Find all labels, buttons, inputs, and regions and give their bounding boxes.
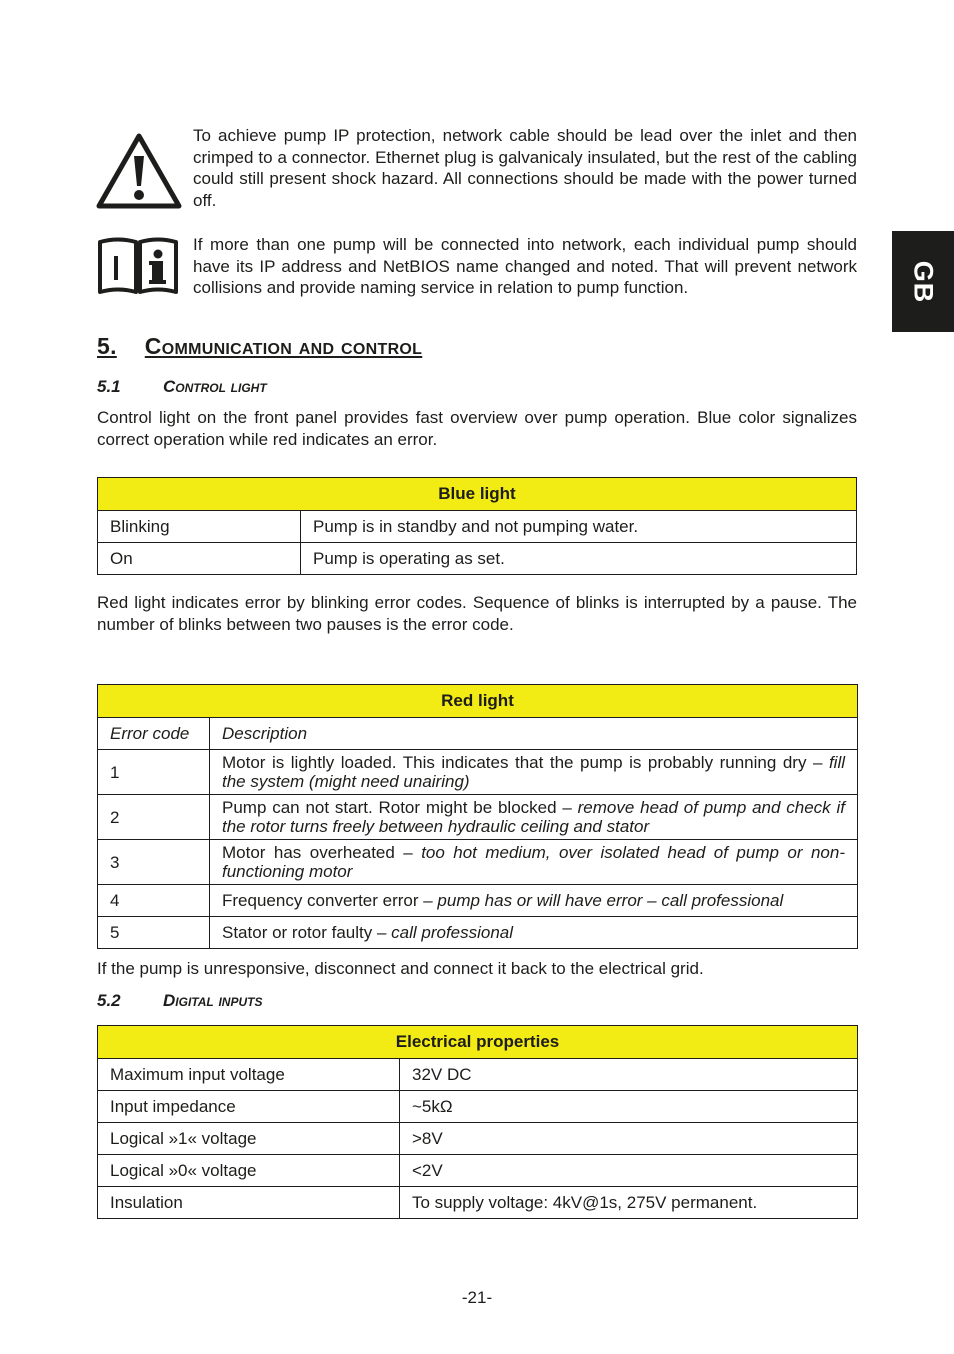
light-description: Pump is in standby and not pumping water. bbox=[301, 511, 857, 543]
warning-triangle-icon bbox=[96, 132, 182, 210]
property-value: <2V bbox=[400, 1155, 858, 1187]
red-light-intro: Red light indicates error by blinking error codes. Sequence of blinks is interrupted by a pause. The number of blinks between two pauses is the error code. bbox=[97, 593, 857, 634]
property-name: Maximum input voltage bbox=[98, 1059, 400, 1091]
property-value: 32V DC bbox=[400, 1059, 858, 1091]
property-name: Logical »0« voltage bbox=[98, 1155, 400, 1187]
electrical-properties-header: Electrical properties bbox=[98, 1026, 858, 1059]
language-tab bbox=[892, 231, 954, 332]
error-hint-text: call professional bbox=[391, 923, 514, 942]
property-value: To supply voltage: 4kV@1s, 275V permanent. bbox=[400, 1187, 858, 1219]
error-description bbox=[210, 840, 858, 885]
control-light-intro: Control light on the front panel provides fast overview over pump operation. Blue color signalizes correct operation while red indicates an error. bbox=[97, 408, 857, 449]
electrical-properties-table bbox=[97, 1025, 858, 1219]
blue-light-table bbox=[97, 477, 857, 575]
error-main-text: Frequency converter error – bbox=[222, 891, 438, 910]
info-book-icon bbox=[96, 236, 180, 296]
table-row bbox=[98, 840, 858, 885]
error-hint-text: fill the system (might need unairing) bbox=[222, 753, 845, 791]
table-row bbox=[98, 885, 858, 917]
error-code: 1 bbox=[98, 750, 210, 795]
property-value: >8V bbox=[400, 1123, 858, 1155]
subsection-title: Control light bbox=[163, 377, 267, 396]
warning-note-text: To achieve pump IP protection, network cable should be lead over the inlet and then crimped to a connector. Ethernet plug is galvanicaly insulated, but the rest of the cabling could still present shock hazard. All connections should be made with the power turned off. bbox=[193, 126, 857, 210]
table-row bbox=[98, 1059, 858, 1091]
error-code: 4 bbox=[98, 885, 210, 917]
light-state: On bbox=[98, 543, 301, 575]
red-light-table bbox=[97, 684, 858, 949]
table-header-row bbox=[98, 718, 858, 750]
error-code: 3 bbox=[98, 840, 210, 885]
section-title: Communication and control bbox=[144, 333, 423, 359]
red-light-header: Red light bbox=[98, 685, 858, 718]
property-value: ~5kΩ bbox=[400, 1091, 858, 1123]
table-row bbox=[98, 1091, 858, 1123]
section-number: 5. bbox=[97, 333, 117, 359]
error-description bbox=[210, 917, 858, 949]
table-row bbox=[98, 1123, 858, 1155]
section-heading bbox=[97, 333, 422, 360]
error-description bbox=[210, 885, 858, 917]
error-description bbox=[210, 750, 858, 795]
error-main-text: Motor is lightly loaded. This indicates that the pump is probably running dry – bbox=[222, 753, 829, 772]
page-number: -21- bbox=[461, 1288, 493, 1307]
error-main-text: Pump can not start. Rotor might be blocked – bbox=[222, 798, 578, 817]
subsection-heading-5-2 bbox=[97, 991, 262, 1011]
subsection-number: 5.1 bbox=[97, 377, 121, 396]
table-row bbox=[98, 750, 858, 795]
info-note-text: If more than one pump will be connected into network, each individual pump should have its IP address and NetBIOS name changed and noted. That will prevent network collisions and provide naming service in relation to pump function. bbox=[193, 235, 857, 297]
blue-light-header: Blue light bbox=[98, 478, 857, 511]
table-row bbox=[98, 1155, 858, 1187]
property-name: Logical »1« voltage bbox=[98, 1123, 400, 1155]
table-row bbox=[98, 543, 857, 575]
error-main-text: Motor has overheated – bbox=[222, 843, 422, 862]
light-description: Pump is operating as set. bbox=[301, 543, 857, 575]
error-hint-text: remove head of pump and check if the rotor turns freely between hydraulic ceiling and stator bbox=[222, 798, 845, 836]
table-row bbox=[98, 917, 858, 949]
column-header-description: Description bbox=[210, 718, 858, 750]
property-name: Input impedance bbox=[98, 1091, 400, 1123]
subsection-heading-5-1 bbox=[97, 377, 267, 397]
language-tab-label: GB bbox=[908, 260, 939, 303]
error-description bbox=[210, 795, 858, 840]
table-row bbox=[98, 511, 857, 543]
error-hint-text: too hot medium, over isolated head of pump or non-functioning motor bbox=[222, 843, 845, 881]
property-name: Insulation bbox=[98, 1187, 400, 1219]
subsection-title: Digital inputs bbox=[163, 991, 263, 1010]
light-state: Blinking bbox=[98, 511, 301, 543]
error-code: 2 bbox=[98, 795, 210, 840]
column-header-code: Error code bbox=[98, 718, 210, 750]
error-code: 5 bbox=[98, 917, 210, 949]
subsection-number: 5.2 bbox=[97, 991, 121, 1010]
error-hint-text: pump has or will have error – call professional bbox=[437, 891, 784, 910]
table-row bbox=[98, 795, 858, 840]
unresponsive-note: If the pump is unresponsive, disconnect and connect it back to the electrical grid. bbox=[97, 959, 704, 978]
error-main-text: Stator or rotor faulty – bbox=[222, 923, 392, 942]
table-row bbox=[98, 1187, 858, 1219]
